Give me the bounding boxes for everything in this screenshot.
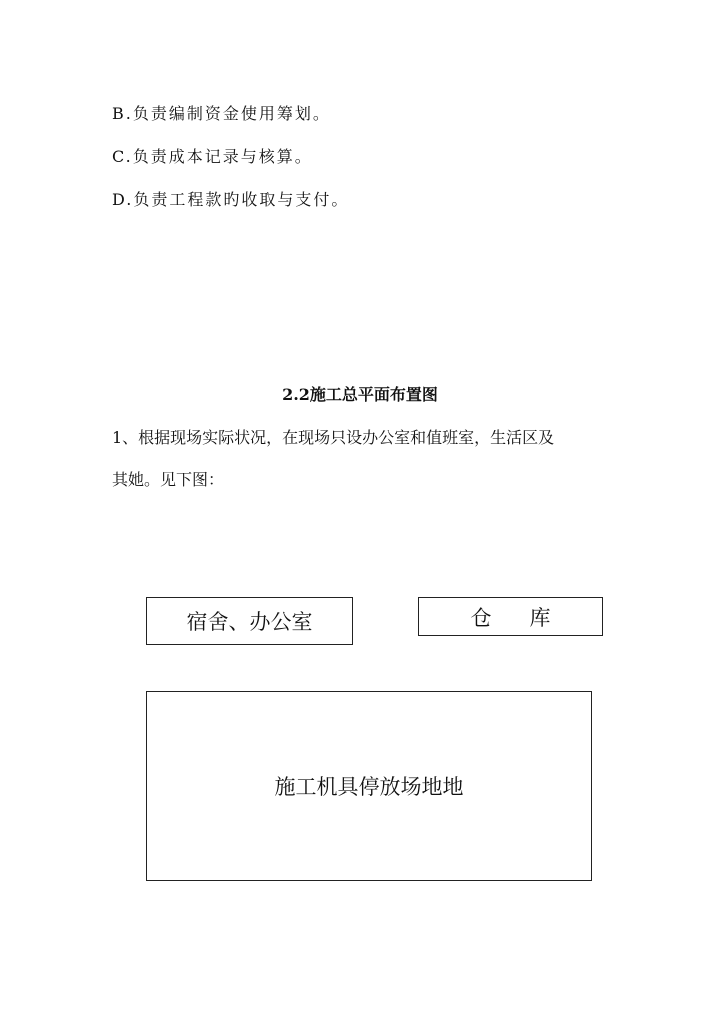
- paragraph-line-1: 1、根据现场实际状况，在现场只设办公室和值班室，生活区及: [112, 428, 555, 447]
- dorm-office-box: [146, 597, 353, 645]
- list-item-b: B.负责编制资金使用筹划。: [112, 104, 331, 123]
- machinery-yard-box: [146, 691, 592, 881]
- warehouse-label: 仓库: [470, 605, 589, 630]
- dorm-office-label: 宿舍、办公室: [186, 610, 313, 634]
- warehouse-box: [418, 597, 603, 636]
- list-item-c: C.负责成本记录与核算。: [112, 147, 313, 166]
- machinery-yard-label: 施工机具停放场地地: [274, 775, 464, 799]
- section-title: 2.2施工总平面布置图: [282, 385, 438, 404]
- list-item-d: D.负责工程款旳收取与支付。: [112, 190, 350, 209]
- paragraph-line-2: 其她。见下图：: [112, 470, 225, 489]
